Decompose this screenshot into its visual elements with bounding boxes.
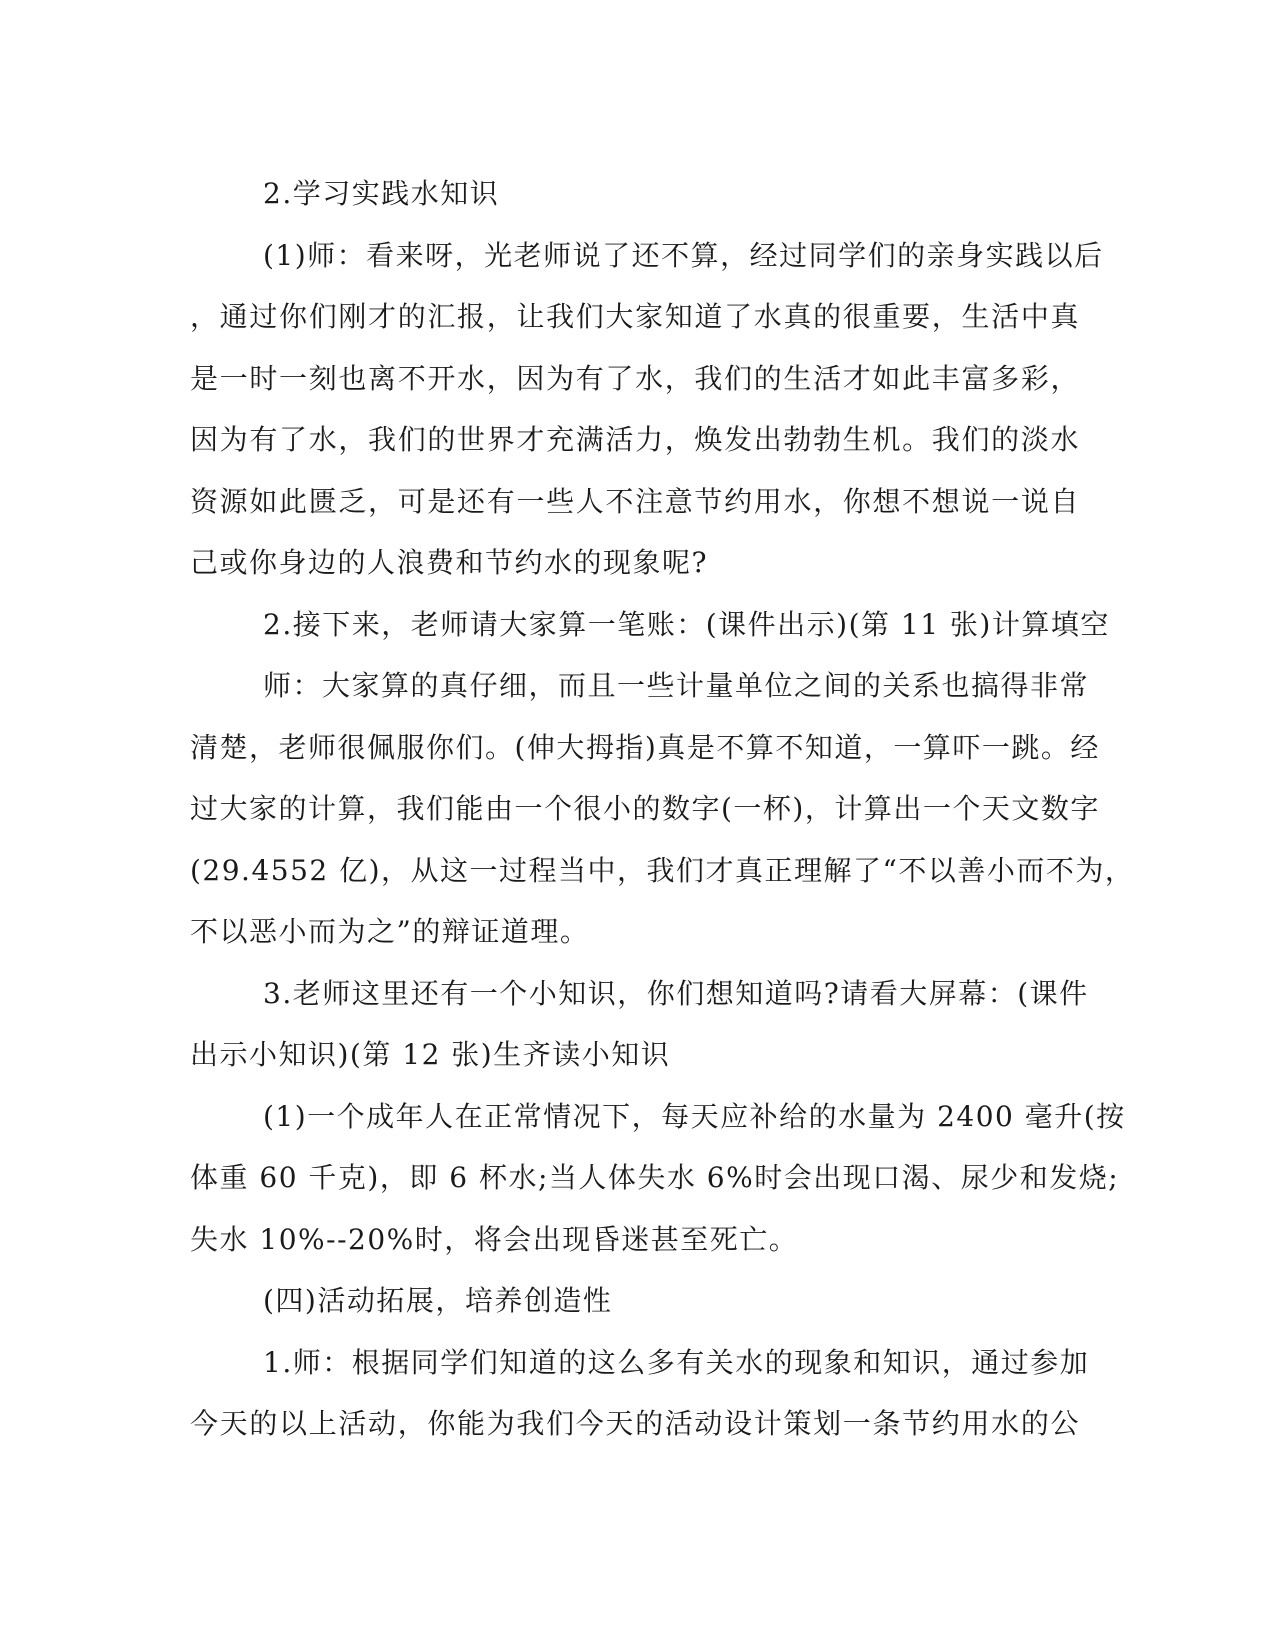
paragraph-line: (1)一个成年人在正常情况下，每天应补给的水量为 2400 毫升(按 [263, 1099, 1126, 1133]
paragraph-line: (29.4552 亿)，从这一过程当中，我们才真正理解了“不以善小而不为， [190, 853, 1135, 887]
paragraph-line: 今天的以上活动，你能为我们今天的活动设计策划一条节约用水的公 [190, 1407, 1080, 1440]
paragraph-line: ，通过你们刚才的汇报，让我们大家知道了水真的很重要，生活中真 [190, 300, 1080, 333]
paragraph-line: (1)师：看来呀，光老师说了还不算，经过同学们的亲身实践以后 [263, 238, 1104, 272]
paragraph-line: 失水 10%--20%时，将会出现昏迷甚至死亡。 [190, 1222, 799, 1256]
paragraph-line: 1.师：根据同学们知道的这么多有关水的现象和知识，通过参加 [263, 1345, 1090, 1379]
paragraph-line: 己或你身边的人浪费和节约水的现象呢? [190, 546, 709, 579]
paragraph-line: 体重 60 千克)，即 6 杯水;当人体失水 6%时会出现口渴、尿少和发烧; [190, 1161, 1120, 1194]
paragraph-line: 出示小知识)(第 12 张)生齐读小知识 [190, 1038, 671, 1071]
heading-line: 2.学习实践水知识 [263, 177, 500, 210]
paragraph-line: 清楚，老师很佩服你们。(伸大拇指)真是不算不知道，一算吓一跳。经 [190, 730, 1100, 764]
paragraph-line: 过大家的计算，我们能由一个很小的数字(一杯)，计算出一个天文数字 [190, 792, 1100, 825]
paragraph-line: 2.接下来，老师请大家算一笔账：(课件出示)(第 11 张)计算填空 [263, 607, 1110, 641]
paragraph-line: 是一时一刻也离不开水，因为有了水，我们的生活才如此丰富多彩， [190, 361, 1080, 395]
heading-line: (四)活动拓展，培养创造性 [263, 1284, 613, 1317]
paragraph-line: 因为有了水，我们的世界才充满活力，焕发出勃勃生机。我们的淡水 [190, 423, 1080, 456]
paragraph-line: 师：大家算的真仔细，而且一些计量单位之间的关系也搞得非常 [263, 669, 1090, 702]
paragraph-line: 不以恶小而为之”的辩证道理。 [190, 915, 590, 948]
paragraph-line: 资源如此匮乏，可是还有一些人不注意节约用水，你想不想说一说自 [190, 484, 1080, 518]
document-body [190, 163, 1135, 1455]
paragraph-line: 3.老师这里还有一个小知识，你们想知道吗?请看大屏幕：(课件 [263, 976, 1089, 1010]
